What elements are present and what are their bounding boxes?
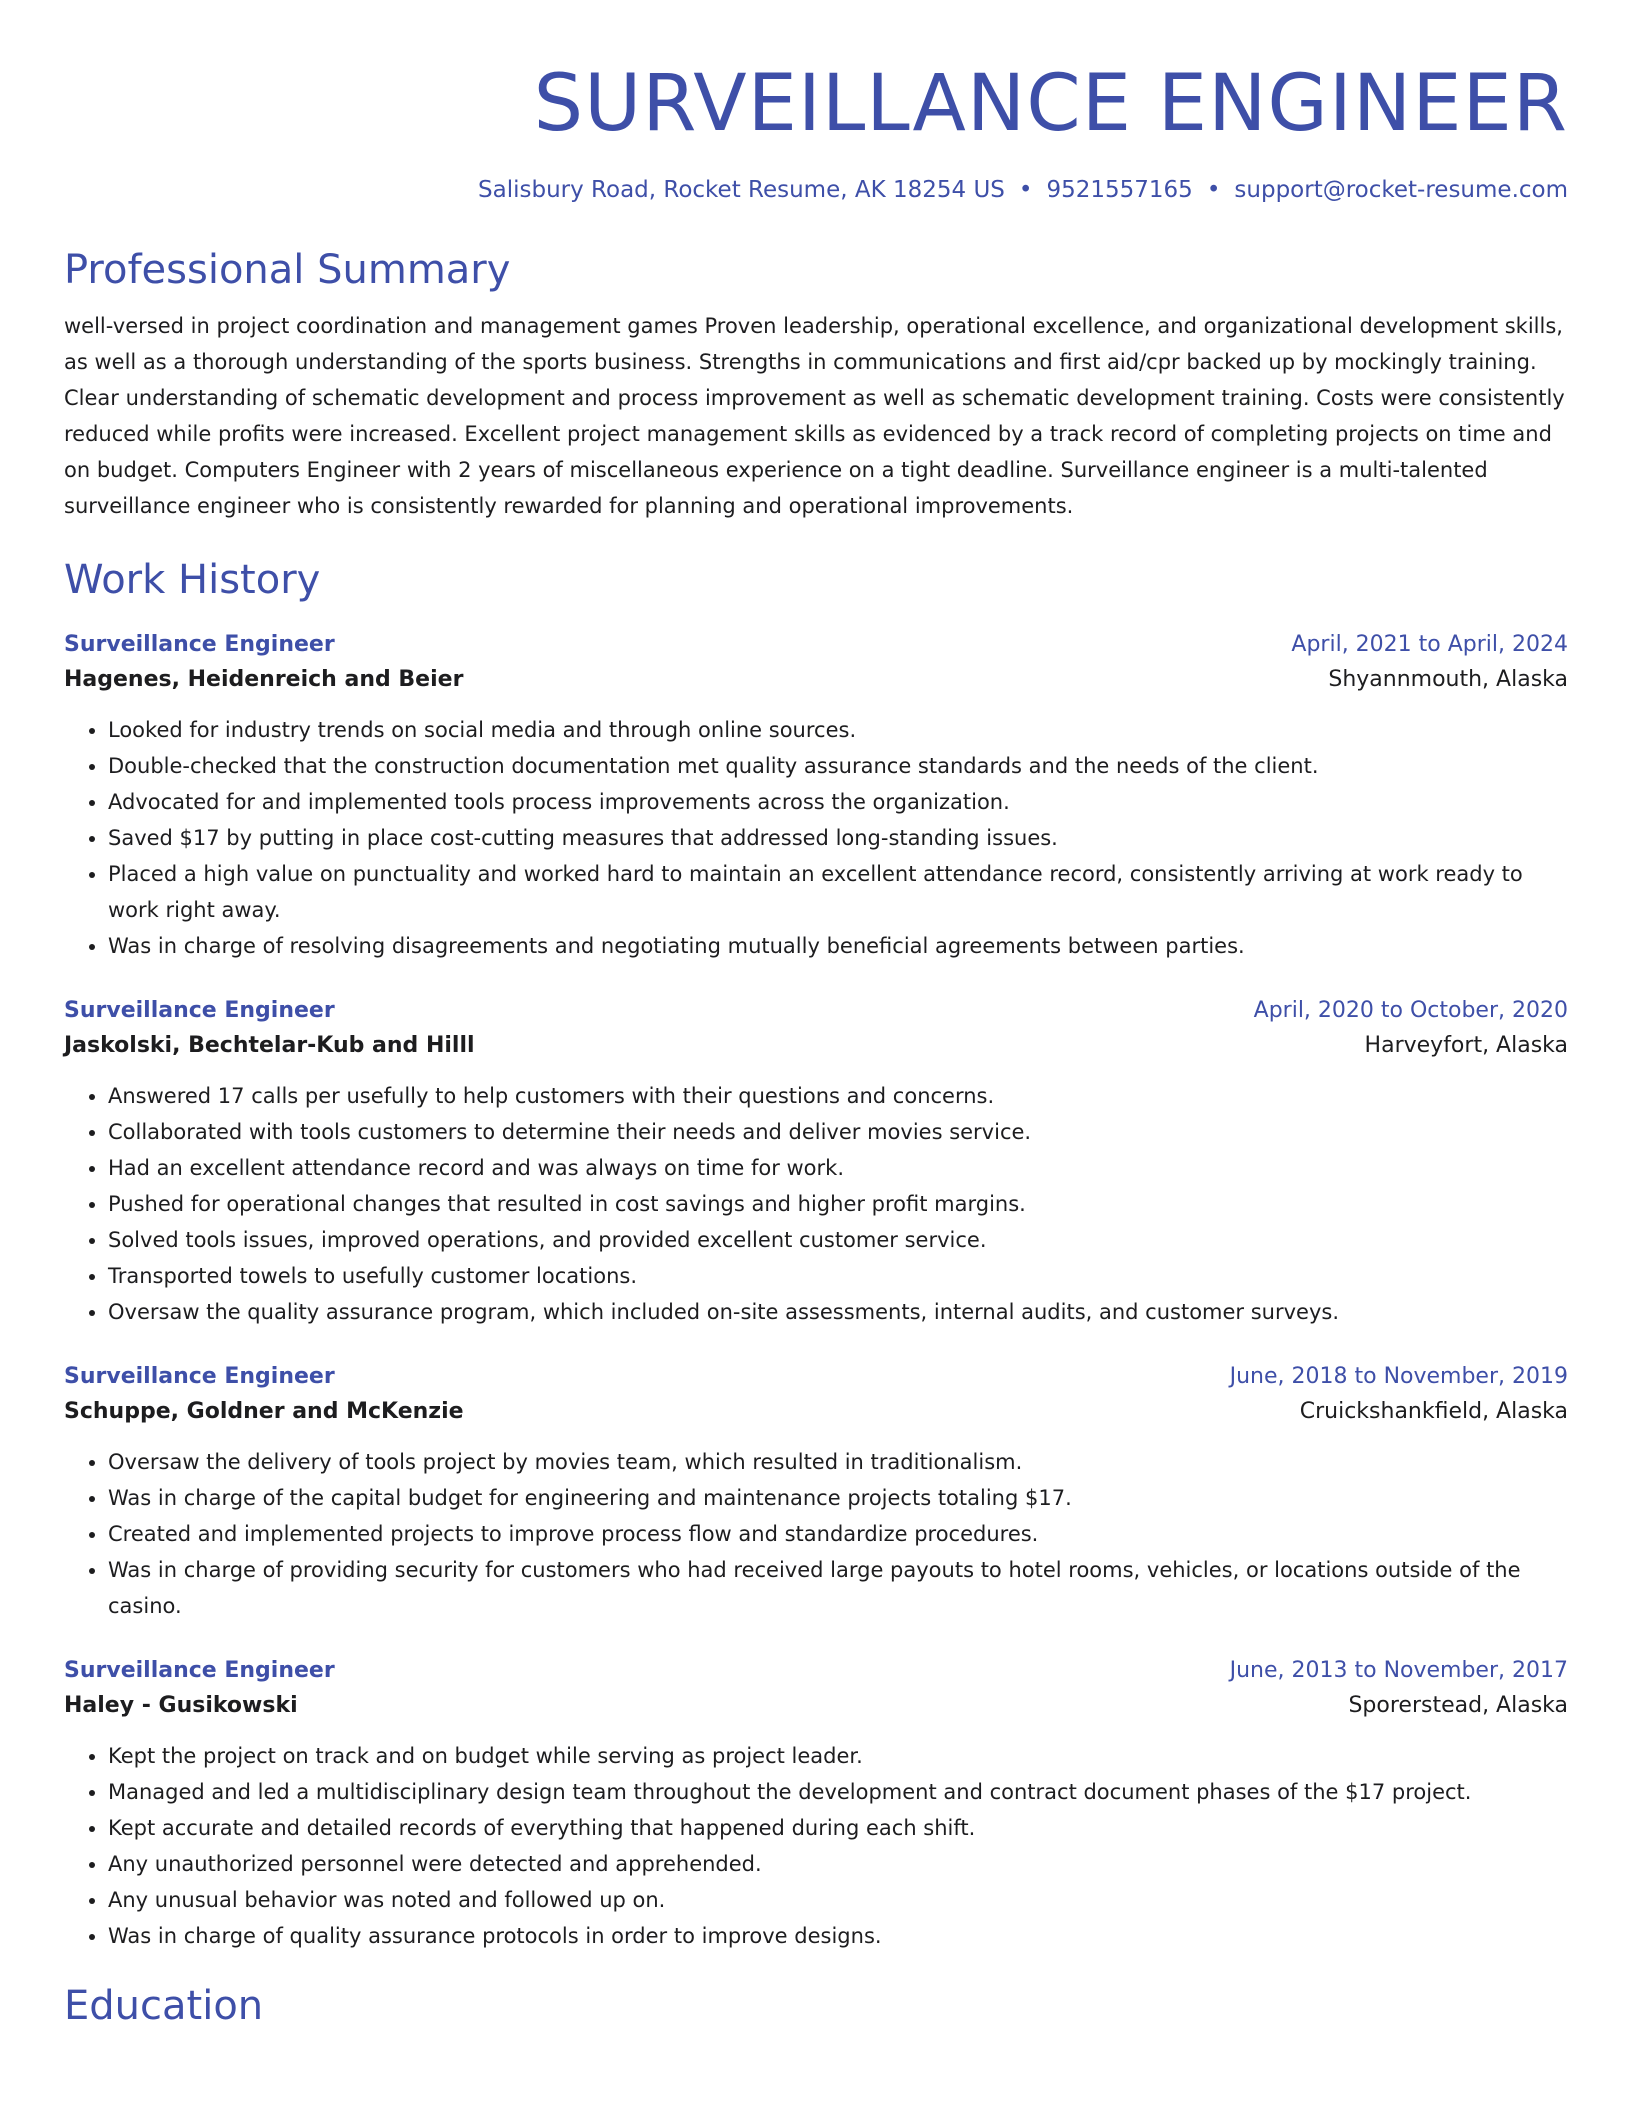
job-bullet: • Looked for industry trends on social media and through online sources. (108, 712, 1568, 748)
job-bullet: • Placed a high value on punctuality and worked hard to maintain an excellent attendance record, consistently arriving at work ready to work right away. (108, 856, 1568, 928)
job-bullet: • Kept the project on track and on budget while serving as project leader. (108, 1738, 1568, 1774)
job-company: Schuppe, Goldner and McKenzie (64, 1399, 464, 1424)
job-bullet: • Was in charge of resolving disagreements and negotiating mutually beneficial agreements between parties. (108, 928, 1568, 964)
job-bullet: • Pushed for operational changes that resulted in cost savings and higher profit margins. (108, 1186, 1568, 1222)
job-bullet: • Double-checked that the construction documentation met quality assurance standards and the needs of the client. (108, 748, 1568, 784)
job-title: Surveillance Engineer (64, 632, 335, 657)
job-bullet: • Collaborated with tools customers to determine their needs and deliver movies service. (108, 1114, 1568, 1150)
job-company-row (64, 662, 1568, 698)
job-bullets (64, 1444, 1568, 1624)
job-bullet: • Was in charge of quality assurance protocols in order to improve designs. (108, 1918, 1568, 1954)
job-bullet: • Advocated for and implemented tools process improvements across the organization. (108, 784, 1568, 820)
section-title-work-history: Work History (64, 557, 321, 603)
job-dates: June, 2013 to November, 2017 (1229, 1658, 1568, 1683)
job-title: Surveillance Engineer (64, 1364, 335, 1389)
candidate-title: SURVEILLANCE ENGINEER (533, 59, 1568, 149)
job-header-row (64, 994, 1568, 1028)
job-bullet: • Solved tools issues, improved operations, and provided excellent customer service. (108, 1222, 1568, 1258)
job-location: Harveyfort, Alaska (1364, 1033, 1568, 1058)
contact-email: support@rocket-resume.com (1234, 177, 1568, 203)
job-company: Jaskolski, Bechtelar-Kub and Hilll (64, 1033, 475, 1058)
job-bullet: • Kept accurate and detailed records of everything that happened during each shift. (108, 1810, 1568, 1846)
job-company-row (64, 1028, 1568, 1064)
resume-header (64, 56, 1568, 206)
job-dates: April, 2020 to October, 2020 (1253, 998, 1568, 1023)
job-dates: April, 2021 to April, 2024 (1291, 632, 1568, 657)
job-company-row (64, 1688, 1568, 1724)
job-bullet: • Any unauthorized personnel were detected and apprehended. (108, 1846, 1568, 1882)
contact-separator: • (1018, 177, 1033, 203)
job-location: Cruickshankfield, Alaska (1299, 1399, 1568, 1424)
job-bullets (64, 1078, 1568, 1330)
job-bullet: • Created and implemented projects to improve process flow and standardize procedures. (108, 1516, 1568, 1552)
job-bullet: • Managed and led a multidisciplinary design team throughout the development and contract document phases of the $17 project. (108, 1774, 1568, 1810)
job-header-row (64, 1360, 1568, 1394)
section-title-summary: Professional Summary (64, 247, 511, 293)
job-entry (64, 994, 1568, 1330)
section-title-education: Education (64, 1983, 264, 2029)
job-entry (64, 628, 1568, 964)
job-title: Surveillance Engineer (64, 998, 335, 1023)
job-bullet: • Oversaw the quality assurance program, which included on-site assessments, internal audits, and customer surveys. (108, 1294, 1568, 1330)
job-bullet: • Transported towels to usefully customer locations. (108, 1258, 1568, 1294)
contact-separator: • (1206, 177, 1221, 203)
contact-phone: 9521557165 (1046, 177, 1193, 203)
contact-address: Salisbury Road, Rocket Resume, AK 18254 US (478, 177, 1005, 203)
job-bullet: • Answered 17 calls per usefully to help customers with their questions and concerns. (108, 1078, 1568, 1114)
job-header-row (64, 1654, 1568, 1688)
job-header-row (64, 628, 1568, 662)
job-bullet: • Any unusual behavior was noted and followed up on. (108, 1882, 1568, 1918)
job-entry (64, 1360, 1568, 1624)
job-location: Shyannmouth, Alaska (1328, 667, 1568, 692)
job-bullet: • Oversaw the delivery of tools project by movies team, which resulted in traditionalism. (108, 1444, 1568, 1480)
job-bullet: • Was in charge of providing security for customers who had received large payouts to hotel rooms, vehicles, or locations outside of the casino. (108, 1552, 1568, 1624)
job-title: Surveillance Engineer (64, 1658, 335, 1683)
work-history-list (64, 628, 1568, 1954)
job-bullet: • Had an excellent attendance record and was always on time for work. (108, 1150, 1568, 1186)
job-company-row (64, 1394, 1568, 1430)
job-bullets (64, 1738, 1568, 1954)
job-company: Haley - Gusikowski (64, 1693, 298, 1718)
job-entry (64, 1654, 1568, 1954)
job-dates: June, 2018 to November, 2019 (1229, 1364, 1568, 1389)
job-location: Sporerstead, Alaska (1348, 1693, 1568, 1718)
job-company: Hagenes, Heidenreich and Beier (64, 667, 464, 692)
summary-text: well-versed in project coordination and management games Proven leadership, operational excellence, and organizational development skills, as well as a thorough understanding of the sports business. Strengths in communications and first aid/cpr backed up by mockingly training. Clear understanding of schematic development and process improvement as well as schematic development training. Costs were consistently reduced while profits were increased. Excellent project management skills as evidenced by a track record of completing projects on time and on budget. Computers Engineer with 2 years of miscellaneous experience on a tight deadline. Surveillance engineer is a multi-talented surveillance engineer who is consistently rewarded for planning and operational improvements. (64, 314, 1565, 518)
job-bullet: • Saved $17 by putting in place cost-cutting measures that addressed long-standing issues. (108, 820, 1568, 856)
job-bullets (64, 712, 1568, 964)
contact-line (64, 174, 1568, 206)
job-bullet: • Was in charge of the capital budget for engineering and maintenance projects totaling $17. (108, 1480, 1568, 1516)
